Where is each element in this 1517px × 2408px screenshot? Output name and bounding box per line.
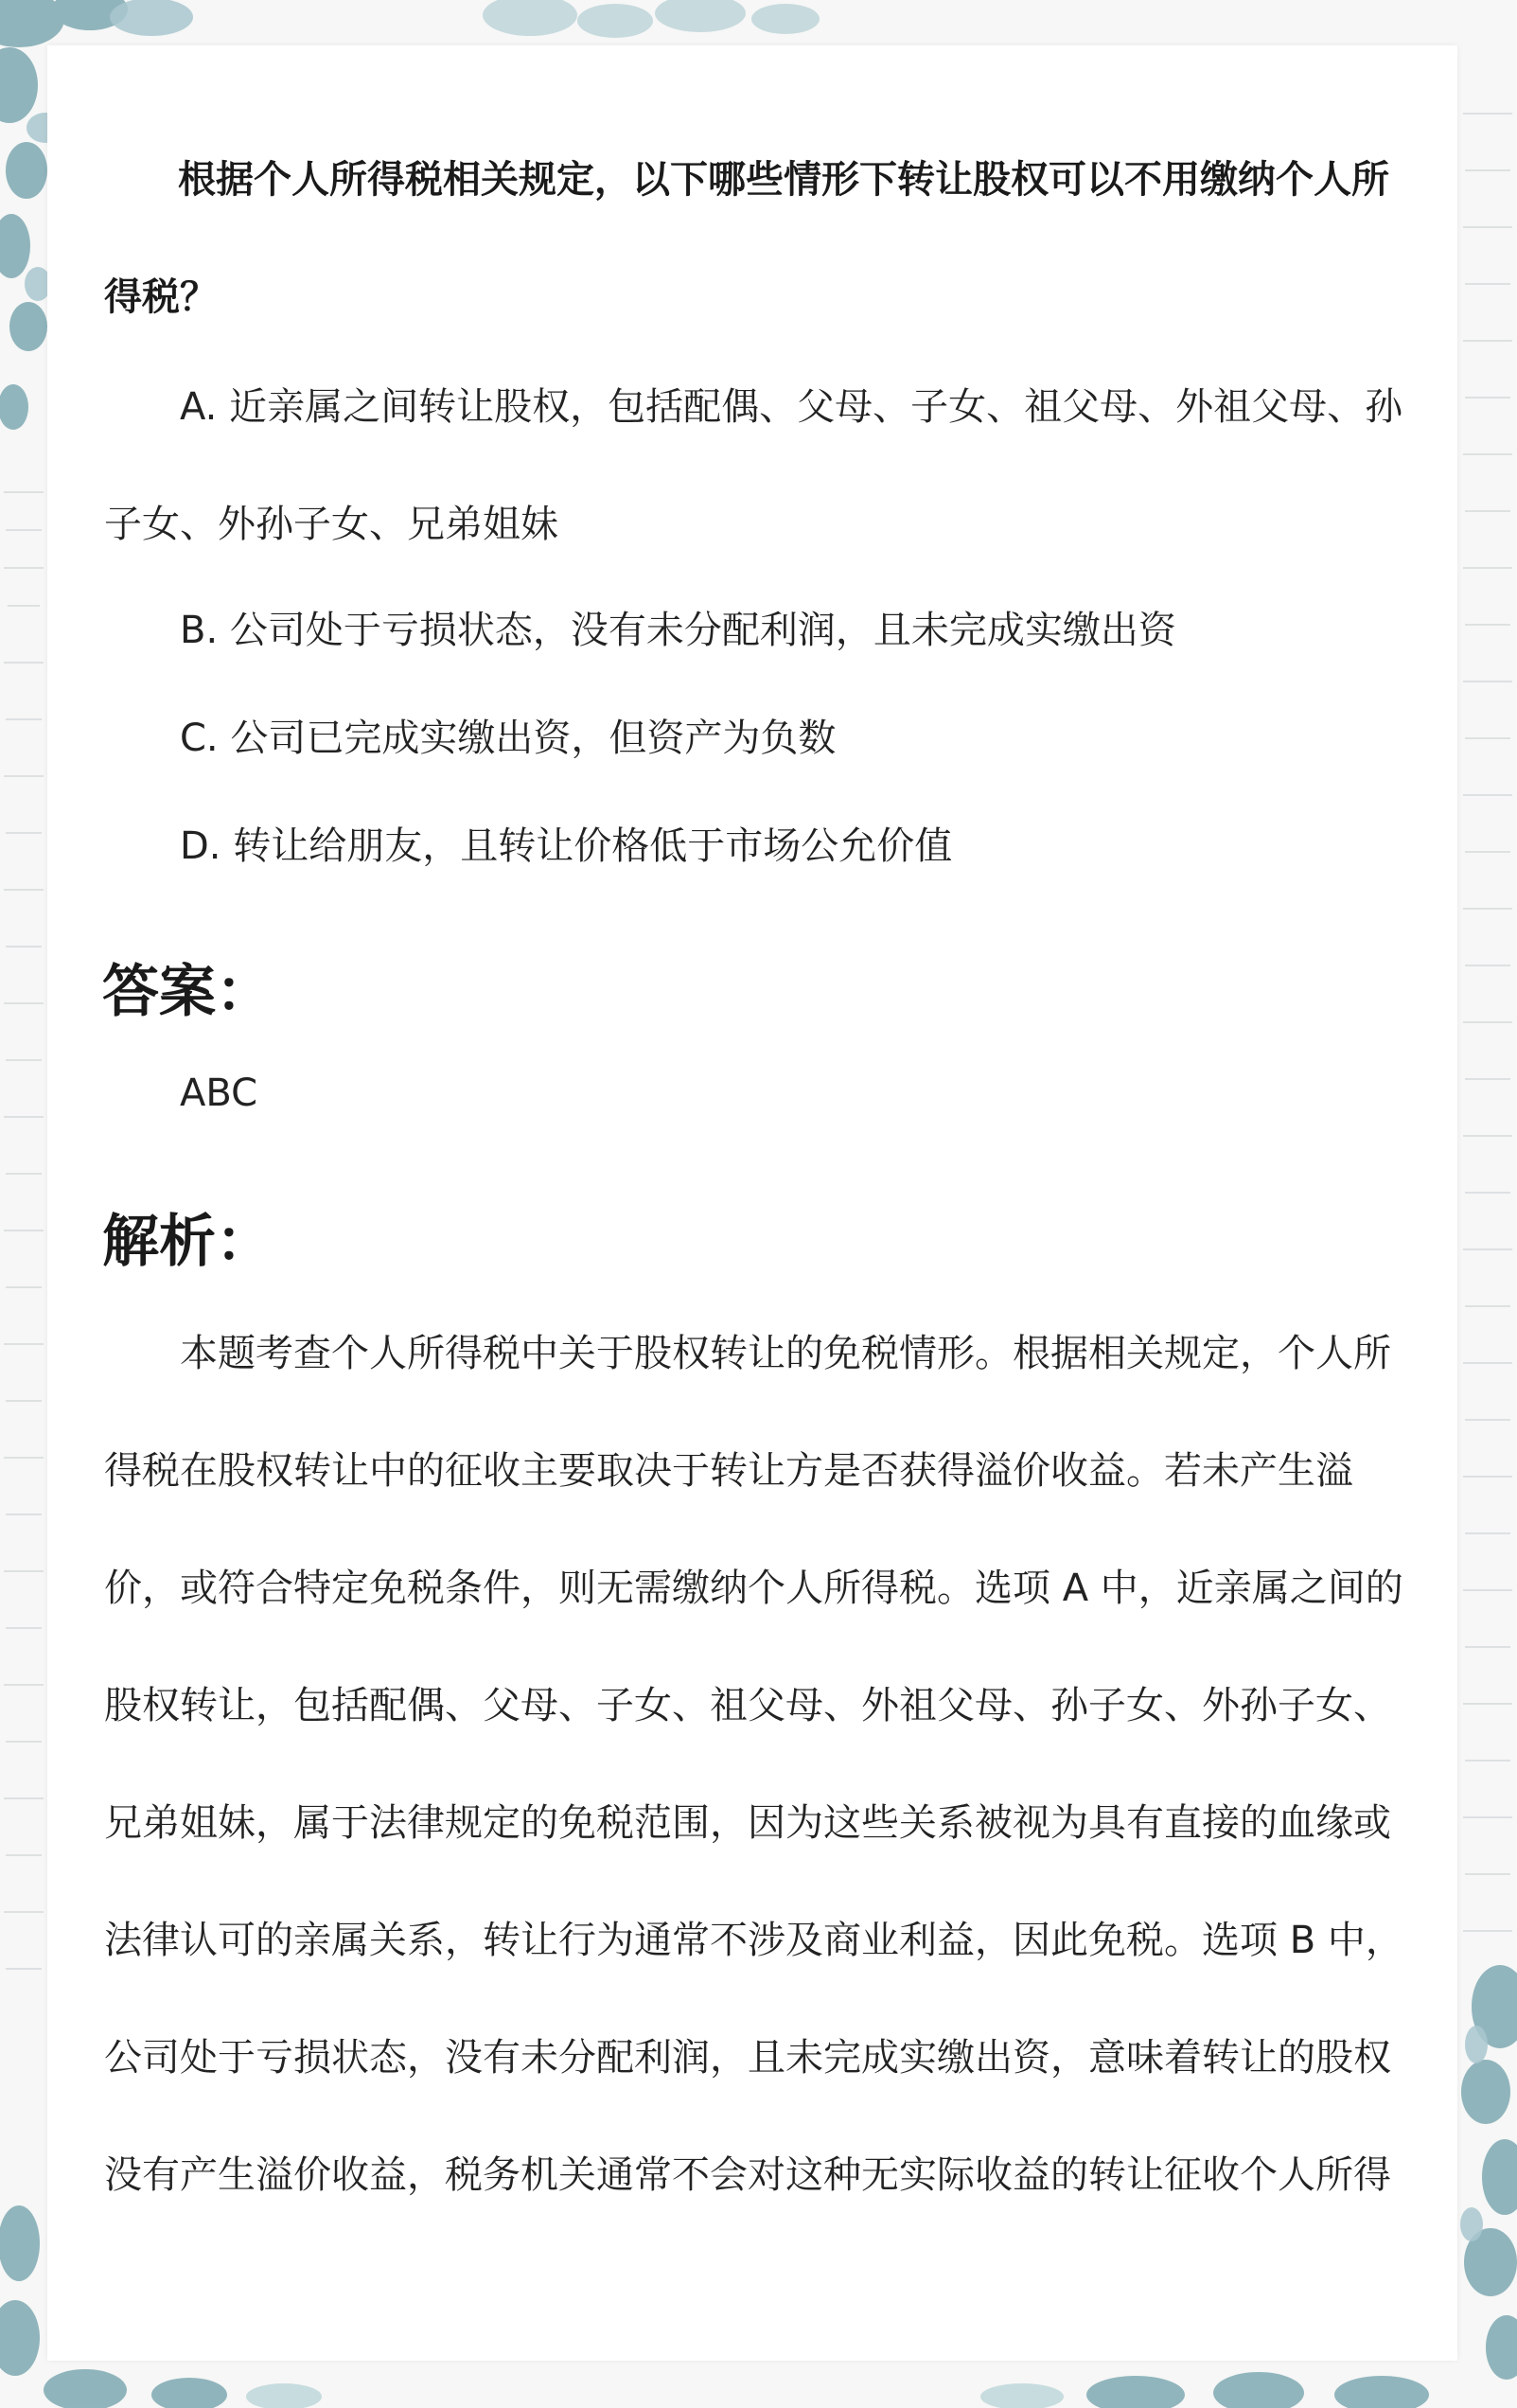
- analysis-line-3: 价，或符合特定免税条件，则无需缴纳个人所得税。选项 A 中，近亲属之间的: [104, 1567, 1403, 1610]
- analysis-line-8: 没有产生溢价收益，税务机关通常不会对这种无实际收益的转让征收个人所得: [104, 2153, 1391, 2197]
- option-d: D. 转让给朋友，且转让价格低于市场公允价值: [180, 824, 953, 868]
- analysis-heading: 解析：: [102, 1209, 273, 1275]
- option-b: B. 公司处于亏损状态，没有未分配利润，且未完成实缴出资: [180, 609, 1176, 652]
- question-line-1: 根据个人所得税相关规定，以下哪些情形下转让股权可以不用缴纳个人所: [178, 158, 1389, 202]
- option-a-line-2: 子女、外孙子女、兄弟姐妹: [104, 503, 558, 546]
- answer-heading: 答案：: [102, 959, 273, 1025]
- analysis-line-4: 股权转让，包括配偶、父母、子女、祖父母、外祖父母、孙子女、外孙子女、: [104, 1684, 1391, 1727]
- analysis-line-2: 得税在股权转让中的征收主要取决于转让方是否获得溢价收益。若未产生溢: [104, 1449, 1353, 1493]
- analysis-line-6: 法律认可的亲属关系，转让行为通常不涉及商业利益，因此免税。选项 B 中，: [104, 1919, 1403, 1962]
- option-a-line-1: A. 近亲属之间转让股权，包括配偶、父母、子女、祖父母、外祖父母、孙: [180, 385, 1403, 429]
- analysis-line-7: 公司处于亏损状态，没有未分配利润，且未完成实缴出资，意味着转让的股权: [104, 2036, 1391, 2080]
- analysis-line-1: 本题考查个人所得税中关于股权转让的免税情形。根据相关规定，个人所: [180, 1332, 1391, 1375]
- analysis-line-5: 兄弟姐妹，属于法律规定的免税范围，因为这些关系被视为具有直接的血缘或: [104, 1801, 1391, 1845]
- answer-value: ABC: [180, 1071, 258, 1115]
- question-line-2: 得税？: [104, 275, 218, 319]
- option-c: C. 公司已完成实缴出资，但资产为负数: [180, 717, 837, 760]
